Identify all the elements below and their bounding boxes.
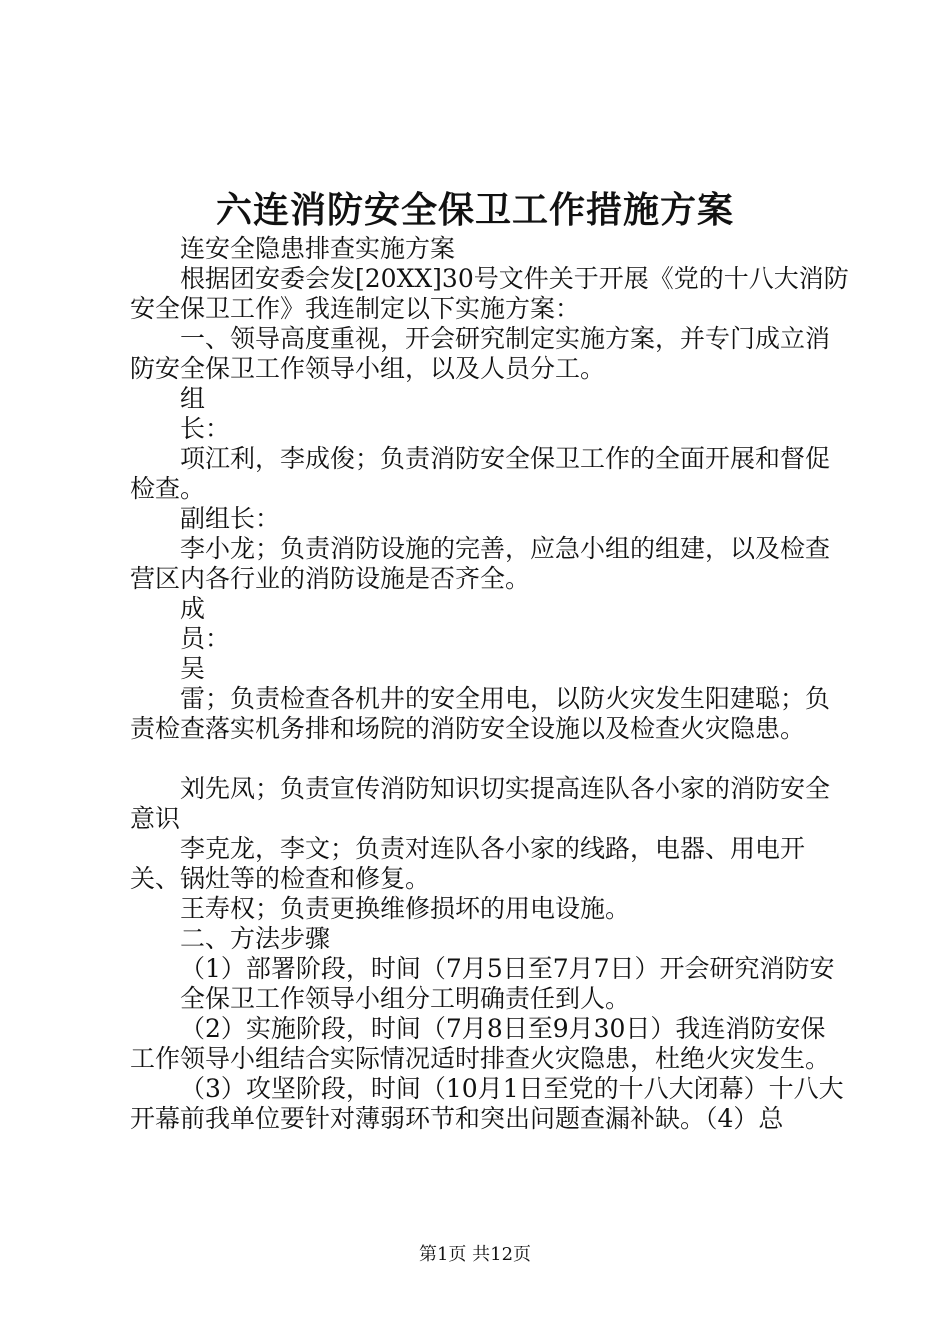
blank-line (130, 744, 850, 774)
paragraph-heading: 连安全隐患排查实施方案 (180, 234, 456, 263)
paragraph-step-2: （2）实施阶段，时间（7月8日至9月30日）我连消防安保工作领导小组结合实际情况适时排查火灾隐患，杜绝火灾发生。 (130, 1014, 831, 1073)
page-footer: 第1页 共12页 (418, 1244, 532, 1265)
label-members-part1: 成 (180, 594, 206, 623)
paragraph-deputy-duty: 李小龙；负责消防设施的完善，应急小组的组建，以及检查营区内各行业的消防设施是否齐全。 (130, 534, 831, 593)
document-title: 六连消防安全保卫工作措施方案 (215, 189, 734, 231)
paragraph-section-one: 一、领导高度重视，开会研究制定实施方案，并专门成立消防安全保卫工作领导小组，以及人员分工。 (130, 324, 831, 383)
label-leader-part2: 长： (180, 414, 231, 443)
paragraph-member-duty-3: 李克龙，李文；负责对连队各小家的线路，电器、用电开关、锅灶等的检查和修复。 (130, 834, 806, 893)
paragraph-member-duty-1: 雷；负责检查各机井的安全用电，以防火灾发生阳建聪；负责检查落实机务排和场院的消防安全设施以及检查火灾隐患。 (130, 684, 831, 743)
paragraph-step-3: （3）攻坚阶段，时间（10月1日至党的十八大闭幕）十八大开幕前我单位要针对薄弱环节和突出问题查漏补缺。（4）总 (130, 1074, 844, 1133)
label-member-name-part1: 吴 (180, 654, 206, 683)
paragraph-leader-duty: 项江利，李成俊；负责消防安全保卫工作的全面开展和督促检查。 (130, 444, 831, 503)
paragraph-intro: 根据团安委会发[20XX]30号文件关于开展《党的十八大消防安全保卫工作》我连制定以下实施方案： (130, 264, 849, 323)
label-deputy-leader: 副组长： (180, 504, 281, 533)
label-members-part2: 员： (180, 624, 231, 653)
label-leader-part1: 组 (180, 384, 206, 413)
paragraph-member-duty-4: 王寿权；负责更换维修损坏的用电设施。 (180, 894, 631, 923)
paragraph-section-two: 二、方法步骤 (180, 924, 331, 953)
paragraph-member-duty-2: 刘先凤；负责宣传消防知识切实提高连队各小家的消防安全意识 (130, 774, 831, 833)
paragraph-step-1: （1）部署阶段，时间（7月5日至7月7日）开会研究消防安全保卫工作领导小组分工明确责任到人。 (180, 954, 835, 1013)
document-body (130, 234, 850, 1134)
